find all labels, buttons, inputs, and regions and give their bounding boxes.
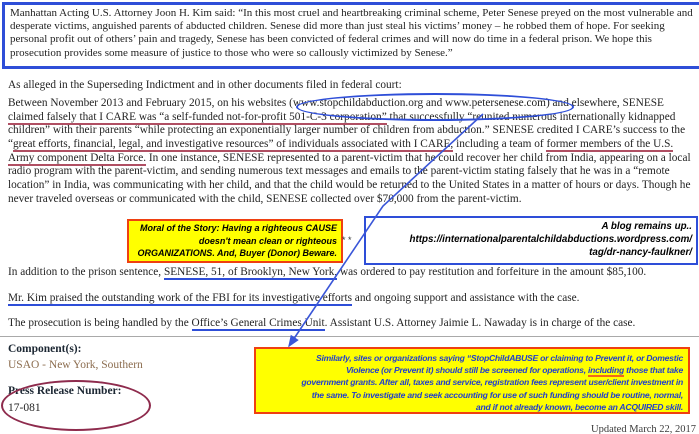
quote-highlight-box (2, 2, 699, 69)
press-release-oval-annotation (1, 380, 151, 431)
red-underlined-resources: great efforts, financial, legal, and investigative resources” of individuals associated with I CARE, (13, 137, 454, 150)
blog-note-box (364, 216, 698, 265)
alleged-line: As alleged in the Superseding Indictment and in other documents filed in federal court: (8, 79, 402, 91)
fbi-text: and ongoing support and assistance with the case. (351, 292, 580, 304)
quote-text: Manhattan Acting U.S. Attorney Joon H. Kim said: “In this most cruel and heartbreaking criminal scheme, Peter Senese preyed on the most vulnerable and desperate victims, anguished parents of abducted children. Senese did more than just steal his victims’ money – he robbed them of hope. For seeking personal profit out of others’ pain and tragedy, Senese has been convicted of federal crimes and will now do time in a federal prison. We hope this prosecution provides some measure of justice to those who were so callously victimized by Senese.” (10, 7, 693, 59)
main-paragraph-text: In one instance, SENESE represented to a parent-victim that he could recover her child from India, appearing on a local radio program with the parent-victim, and sending numerous text messages and emails to the parent-victim stating falsely that he was in a “remote location” in India, was communicating with her child, and that the child would be returned to the United States in a matter of hours or days. Though he never traveled overseas or communicated with the child, SENESE collected over $70,000 from the parent-victim. (8, 151, 691, 205)
moral-note-line: doesn't mean clean or righteous (198, 235, 337, 246)
main-paragraph-text: including a team of (453, 137, 547, 150)
screening-note-box (254, 347, 690, 414)
prosecution-text: The prosecution is being handled by the (8, 317, 192, 329)
blue-underlined-senese: SENESE, 51, of Brooklyn, New York, (163, 266, 338, 278)
restitution-text: In addition to the prison sentence, (8, 266, 164, 278)
screening-note-line (261, 364, 683, 376)
moral-note-line: ORGANIZATIONS. And, Buyer (Donor) Beware. (137, 248, 337, 259)
orange-underlined-including: including (588, 365, 624, 376)
main-paragraph-text: Between November 2013 and February 2015, on his websites ( (8, 97, 293, 109)
restitution-text: was ordered to pay restitution and forfeiture in the amount $85,100. (337, 266, 647, 278)
blue-underlined-fbi: Mr. Kim praised the outstanding work of the FBI for its investigative efforts (8, 292, 352, 304)
blue-underlined-crimes-unit: Office’s General Crimes Unit (191, 317, 325, 329)
blog-note-line: A blog remains up.. (601, 221, 692, 232)
restitution-paragraph (8, 266, 696, 280)
screening-note-line: the same. To investigate and seek accounting for use of such funding should be routine, normal, (311, 389, 683, 400)
components-value: USAO - New York, Southern (8, 359, 143, 371)
red-underlined-delta-force: former members of the U.S. Army component Delta Force. (8, 137, 674, 164)
moral-note-box (127, 219, 343, 263)
updated-timestamp: Updated March 22, 2017 (591, 424, 696, 434)
screening-note-text: Violence (or Prevent it) should still be screened for operations, (345, 365, 588, 376)
moral-note-line: Moral of the Story: Having a righteous CAUSE (139, 223, 337, 233)
prosecution-text: . Assistant U.S. Attorney Jaimie L. Nawaday is in charge of the case. (324, 317, 636, 329)
press-release-value: 17-081 (8, 402, 41, 414)
screening-note-line: Similarly, sites or organizations saying “StopChildABUSE or claiming to Prevent it, or Domestic (315, 353, 683, 363)
section-divider (0, 336, 699, 337)
components-label: Component(s): (8, 343, 82, 355)
red-underlined-claim: claimed falsely that I CARE was “a self-funded not-for-profit 501-C-3 corporation” (8, 110, 387, 123)
blog-note-url: tag/dr-nancy-faulkner/ (589, 247, 692, 258)
fbi-paragraph (8, 292, 696, 306)
websites-oval-annotation (296, 93, 574, 121)
main-paragraph-text: ) and elsewhere, SENESE (545, 97, 664, 109)
prosecution-paragraph (8, 317, 696, 331)
press-release-label: Press Release Number: (8, 385, 122, 397)
websites-text: www.stopchildabduction.org and www.petersenese.com (292, 97, 546, 109)
screening-note-text: those that take (623, 365, 683, 376)
screening-note-line: and if not already known, become an ACQUIRED skill. (475, 401, 683, 412)
asterisk-marks: * * (342, 235, 352, 245)
main-paragraph-text: that successfully “reunited numerous internationally kidnapped children” with their parents “while protecting an exponentially larger number of children from abduction.” SENESE credited I CARE’s success to the “ (8, 110, 686, 150)
blog-note-url: https://internationalparentalchildabductions.wordpress.com/ (409, 234, 692, 245)
screening-note-line: government grants. After all, taxes and service, registration fees represent user/client investment in (301, 377, 683, 388)
